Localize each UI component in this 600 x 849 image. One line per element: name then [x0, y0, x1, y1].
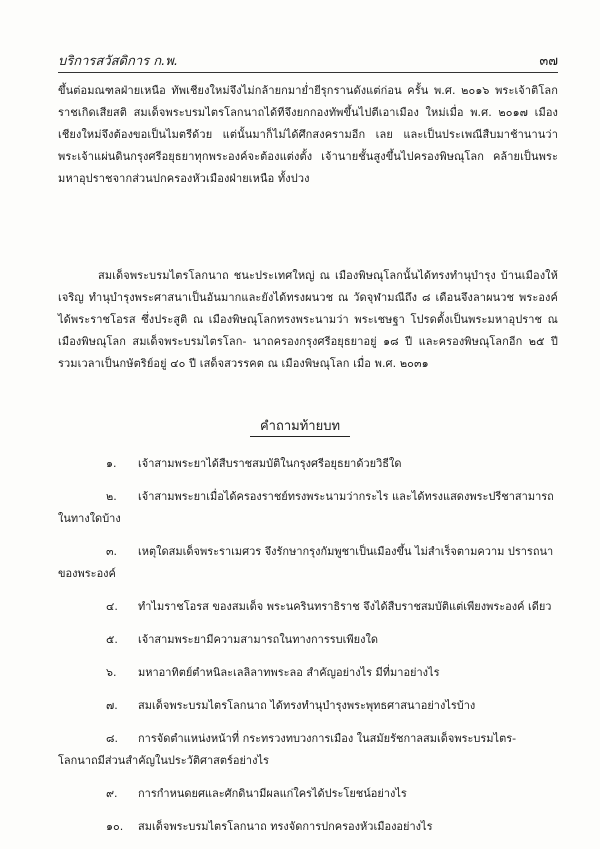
question-item: [58, 695, 558, 717]
question-list: [58, 453, 558, 849]
question-text: มหาอาทิตย์ตำหนิละเลลิลาทพระลอ สำคัญอย่างไร มีที่มาอย่างไร: [138, 666, 440, 679]
question-item: [58, 453, 558, 475]
body-paragraph-1: ขึ้นต่อมณฑลฝ่ายเหนือ ทัพเชียงใหม่จึงไม่กล้ายกมาย่ำยีรุกรานดังแต่ก่อน ครั้น พ.ศ. ๒๐๑๖ พระเจ้าติโลกราชเกิดเสียสติ สมเด็จพระบรมไตรโลกนาถได้ทีจึงยกกองทัพขึ้นไปตีเอาเมือง ใหม่เมื่อ พ.ศ. ๒๐๑๗ เมืองเชียงใหม่จึงต้องขอเป็นไมตรีด้วย แต่นั้นมาก็ไม่ได้ศึกสงครามอีก เลย และเป็นประเพณีสืบมาช้านานว่า พระเจ้าแผ่นดินกรุงศรีอยุธยาทุกพระองค์จะต้องแต่งตั้ง เจ้านายชั้นสูงขึ้นไปครองพิษณุโลก คล้ายเป็นพระมหาอุปราชจากส่วนปกครองหัวเมืองฝ่ายเหนือ ทั้งปวง: [58, 84, 558, 185]
question-number: ๓.: [106, 545, 118, 558]
question-item: [58, 662, 558, 684]
question-number: ๘.: [106, 732, 118, 745]
question-text: สมเด็จพระบรมไตรโลกนาถ ทรงจัดการปกครองหัวเมืองอย่างไร: [138, 820, 433, 833]
page-header: [58, 50, 558, 73]
question-text: เจ้าสามพระยาได้สืบราชสมบัติในกรุงศรีอยุธยาด้วยวิธีใด: [138, 457, 402, 470]
question-item: [58, 541, 558, 585]
question-text: การกำหนดยศและศักดินามีผลแก่ใครได้ประโยชน์อย่างไร: [138, 787, 407, 800]
question-number: ๙.: [106, 787, 118, 800]
question-item: [58, 629, 558, 651]
body-paragraph-2: สมเด็จพระบรมไตรโลกนาถ ชนะประเทศใหญ่ ณ เมืองพิษณุโลกนั้นได้ทรงทำนุบำรุง บ้านเมืองให้เจริญ ทำนุบำรุงพระศาสนาเป็นอันมากและยังได้ทรงผนวช ณ วัดจุฬามณีถึง ๘ เดือนจึงลาผนวช พระองค์ได้พระราชโอรส ซึ่งประสูติ ณ เมืองพิษณุโลกทรงพระนามว่า พระเชษฐา โปรดตั้งเป็นพระมหาอุปราช ณ เมืองพิษณุโลก สมเด็จพระบรมไตรโลก- นาถครองกรุงศรีอยุธยาอยู่ ๑๘ ปี และครองพิษณุโลกอีก ๒๕ ปี รวมเวลาเป็นกษัตริย์อยู่ ๔๐ ปี เสด็จสวรรคต ณ เมืองพิษณุโลก เมื่อ พ.ศ. ๒๐๓๑: [58, 269, 558, 370]
question-number: ๖.: [106, 666, 117, 679]
question-number: ๕.: [106, 633, 118, 646]
question-item: [58, 486, 558, 530]
question-text: เจ้าสามพระยาเมื่อได้ครองราชย์ทรงพระนามว่ากระไร และได้ทรงแสดงพระปรีชาสามารถ ในทางใดบ้าง: [58, 490, 554, 525]
question-item: [58, 728, 558, 772]
question-text: การจัดตำแหน่งหน้าที่ กระทรวงทบวงการเมือง ในสมัยรัชกาลสมเด็จพระบรมไตร- โลกนาถมีส่วนสำคัญในประวัติศาสตร์อย่างไร: [58, 732, 517, 767]
question-number: ๔.: [106, 600, 118, 613]
question-text: เหตุใดสมเด็จพระราเมศวร จึงรักษากรุงกัมพูชาเป็นเมืองขึ้น ไม่สำเร็จตามความ ปรารถนาของพระองค์: [58, 545, 554, 580]
section-title: [0, 415, 600, 436]
question-item: [58, 783, 558, 805]
page-number: ๓๗: [539, 54, 558, 69]
question-text: สมเด็จพระบรมไตรโลกนาถ ได้ทรงทำนุบำรุงพระพุทธศาสนาอย่างไรบ้าง: [138, 699, 476, 712]
question-number: ๒.: [106, 490, 117, 503]
question-text: ทำไมราชโอรส ของสมเด็จ พระนครินทราธิราช จึงได้สืบราชสมบัติแต่เพียงพระองค์ เดียว: [138, 600, 552, 613]
question-item: [58, 816, 558, 838]
question-number: ๑๐.: [106, 820, 124, 833]
section-title-text: คำถามท้ายบท: [250, 419, 350, 437]
question-number: ๑.: [106, 457, 117, 470]
question-number: ๗.: [106, 699, 118, 712]
question-text: เจ้าสามพระยามีความสามารถในทางการรบเพียงใด: [138, 633, 378, 646]
question-item: [58, 596, 558, 618]
header-title: บริการสวัสดิการ ก.พ.: [58, 54, 178, 69]
